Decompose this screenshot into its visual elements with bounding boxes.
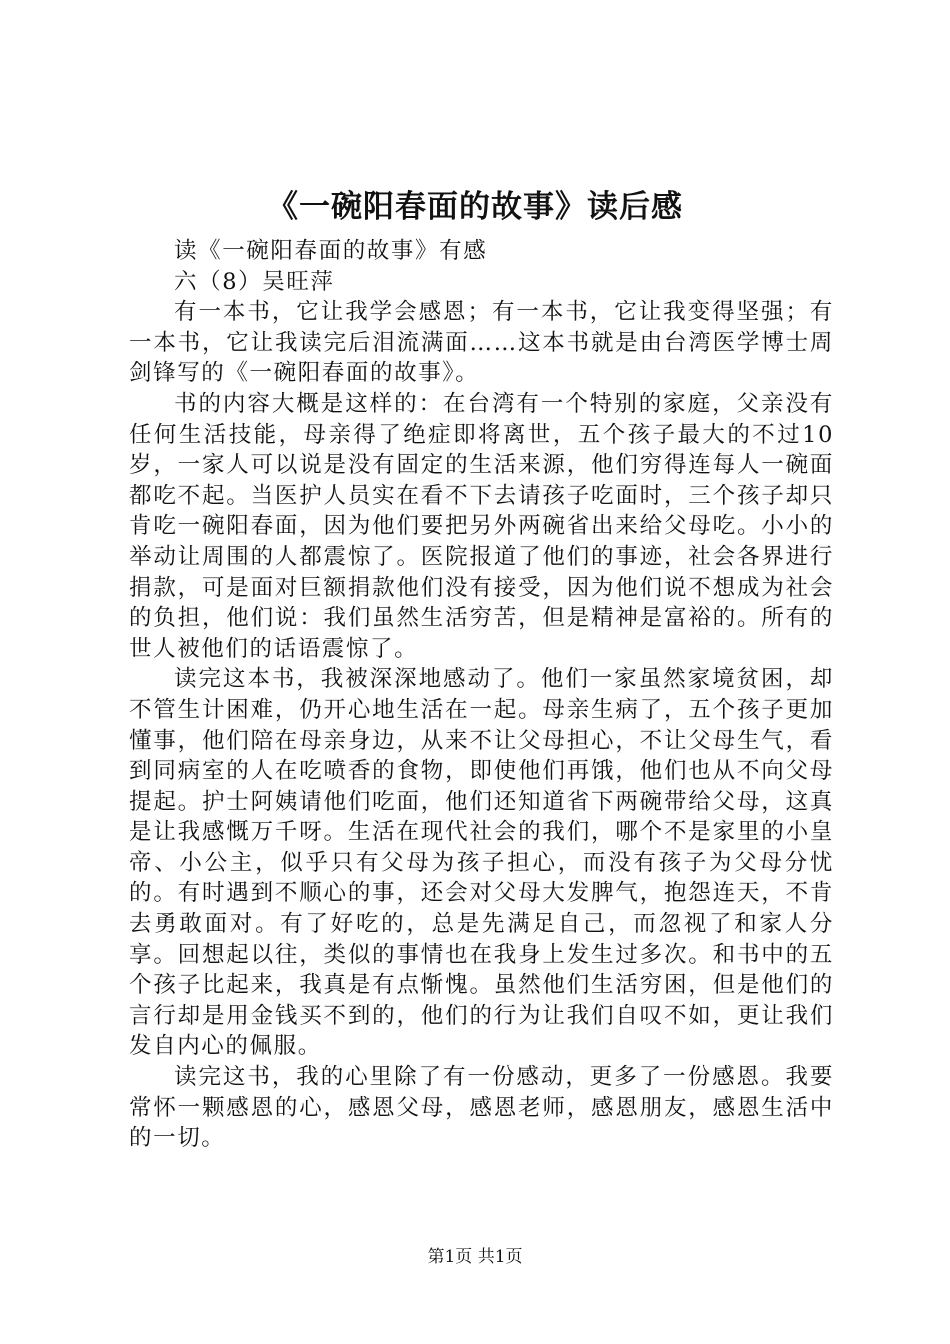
- paragraph-3: 读完这本书，我被深深地感动了。他们一家虽然家境贫困，却不管生计困难，仍开心地生活在一起。母亲生病了，五个孩子更加懂事，他们陪在母亲身边，从来不让父母担心，不让父母生气，看到同病室的人在吃喷香的食物，即使他们再饿，他们也从不向父母提起。护士阿姨请他们吃面，他们还知道省下两碗带给父母，这真是让我感慨万千呀。生活在现代社会的我们，哪个不是家里的小皇帝、小公主，似乎只有父母为孩子担心，而没有孩子为父母分忧的。有时遇到不顺心的事，还会对父母大发脾气，抱怨连天，不肯去勇敢面对。有了好吃的，总是先满足自己，而忽视了和家人分享。回想起以往，类似的事情也在我身上发生过多次。和书中的五个孩子比起来，我真是有点惭愧。虽然他们生活穷困，但是他们的言行却是用金钱买不到的，他们的行为让我们自叹不如，更让我们发自内心的佩服。: [129, 666, 834, 1060]
- paragraph-1: 有一本书，它让我学会感恩；有一本书，它让我变得坚强；有一本书，它让我读完后泪流满面……这本书就是由台湾医学博士周剑锋写的《一碗阳春面的故事》。: [129, 299, 834, 387]
- document-body: [129, 236, 834, 1154]
- paragraph-2: 书的内容大概是这样的：在台湾有一个特别的家庭，父亲没有任何生活技能，母亲得了绝症即将离世，五个孩子最大的不过10岁，一家人可以说是没有固定的生活来源，他们穷得连每人一碗面都吃不起。当医护人员实在看不下去请孩子吃面时，三个孩子却只肯吃一碗阳春面，因为他们要把另外两碗省出来给父母吃。小小的举动让周围的人都震惊了。医院报道了他们的事迹，社会各界进行捐款，可是面对巨额捐款他们没有接受，因为他们说不想成为社会的负担，他们说：我们虽然生活穷苦，但是精神是富裕的。所有的世人被他们的话语震惊了。: [129, 390, 834, 662]
- paragraph-4: 读完这书，我的心里除了有一份感动，更多了一份感恩。我要常怀一颗感恩的心，感恩父母，感恩老师，感恩朋友，感恩生活中的一切。: [129, 1064, 834, 1152]
- subtitle-line: 读《一碗阳春面的故事》有感: [174, 238, 488, 264]
- document-title: 《一碗阳春面的故事》读后感: [267, 189, 683, 225]
- author-line: 六（8）吴旺萍: [174, 268, 335, 295]
- page-number-footer: 第1页 共1页: [427, 1247, 523, 1267]
